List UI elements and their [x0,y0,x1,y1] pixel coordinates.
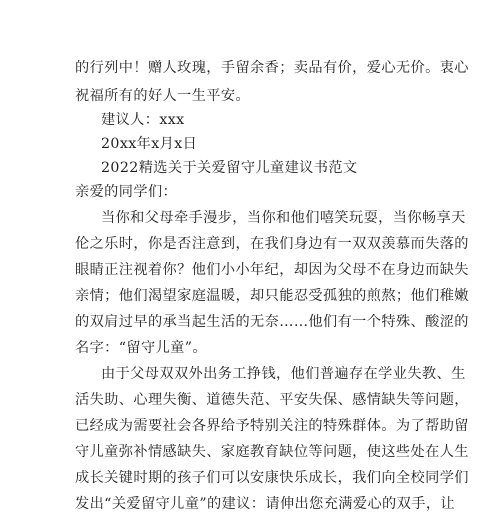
text-line: 当你和父母牵手漫步，当你和他们嘻笑玩耍，当你畅享天 [101,210,466,226]
text-line: 成长关键时期的孩子们可以安康快乐成长，我们向全校同学们 [75,470,469,486]
text-line: 活失助、心理失衡、道德失范、平安失保、感情缺失等问题， [75,392,469,408]
text-line: 祝福所有的好人一生平安。 [75,88,251,104]
date-line: 20xx年x月x日 [101,136,198,152]
text-line: 的行列中！赠人玫瑰，手留余香；卖品有价，爱心无价。衷心 [75,60,469,76]
text-line: 伦之乐时，你是否注意到，在我们身边有一双双羡慕而失落的 [75,236,469,252]
text-line: 守儿童弥补情感缺失、家庭教育缺位等问题，使这些处在人生 [75,444,469,460]
salutation: 亲爱的同学们： [75,184,178,200]
text-line: 由于父母双双外出务工挣钱，他们普遍存在学业失教、生 [101,366,466,382]
text-line: 发出“关爱留守儿童”的建议：请伸出您充满爱心的双手，让 [75,496,455,512]
text-line: 的双肩过早的承当起生活的无奈……他们有一个特殊、酸涩的 [75,314,469,330]
text-line: 亲情；他们渴望家庭温暖，却只能忍受孤独的煎熬；他们稚嫩 [75,288,469,304]
signature-line: 建议人：xxx [101,112,185,128]
text-line: 名字：“留守儿童”。 [75,340,208,356]
text-line: 已经成为需要社会各界给予特别关注的特殊群体。为了帮助留 [75,418,469,434]
article-title: 2022精选关于关爱留守儿童建议书范文 [101,160,358,176]
text-line: 眼睛正注视着你？他们小小年纪，却因为父母不在身边而缺失 [75,262,469,278]
